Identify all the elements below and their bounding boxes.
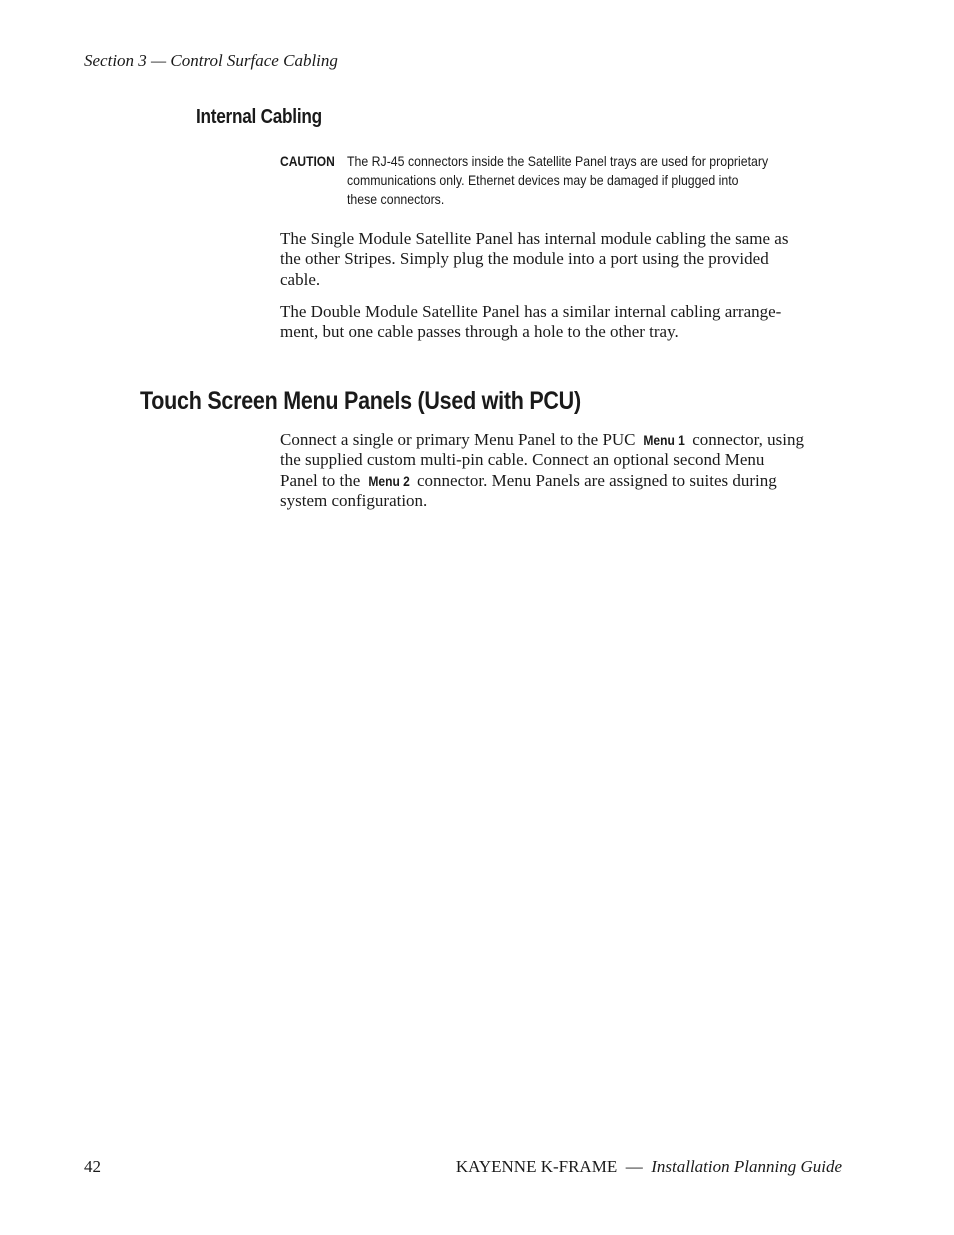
running-header: Section 3 — Control Surface Cabling bbox=[84, 51, 338, 70]
document-title: Installation Planning Guide bbox=[651, 1157, 842, 1176]
caution-line: communications only. Ethernet devices may be damaged if plugged into bbox=[347, 172, 739, 188]
paragraph-line: The Double Module Satellite Panel has a similar internal cabling arrange- bbox=[280, 302, 782, 321]
touch-screen-heading: Touch Screen Menu Panels (Used with PCU) bbox=[140, 387, 581, 415]
product-name: KAYENNE K-FRAME bbox=[455, 1157, 618, 1176]
paragraph-line: system configuration. bbox=[280, 490, 428, 510]
paragraph-line bbox=[280, 430, 804, 450]
menu-2-connector-label: Menu 2 bbox=[367, 472, 410, 489]
paragraph-line: the other Stripes. Simply plug the module into a port using the provided bbox=[280, 249, 769, 269]
text-run: Connect a single or primary Menu Panel to the PUC bbox=[280, 430, 640, 449]
menu-1-connector-label: Menu 1 bbox=[643, 432, 685, 448]
paragraph-line: ment, but one cable passes through a hole to the other tray. bbox=[280, 322, 679, 342]
text-run: connector. Menu Panels are assigned to suites during bbox=[412, 470, 777, 490]
caution-line: these connectors. bbox=[347, 191, 445, 207]
paragraph-line: The Single Module Satellite Panel has internal module cabling the same as bbox=[280, 229, 789, 248]
text-run: Panel to the bbox=[280, 470, 365, 490]
caution-line: The RJ-45 connectors inside the Satellite Panel trays are used for proprietary bbox=[347, 153, 769, 169]
paragraph-line: the supplied custom multi-pin cable. Connect an optional second Menu bbox=[280, 450, 765, 470]
footer-separator: — bbox=[625, 1157, 643, 1176]
caution-text bbox=[347, 152, 826, 209]
paragraph-line: cable. bbox=[280, 269, 321, 289]
touch-screen-paragraph bbox=[280, 430, 804, 511]
single-module-paragraph bbox=[280, 229, 788, 290]
running-footer bbox=[456, 1157, 842, 1177]
double-module-paragraph bbox=[280, 302, 781, 343]
internal-cabling-heading: Internal Cabling bbox=[196, 106, 322, 128]
caution-label: CAUTION bbox=[280, 153, 335, 169]
text-run: connector, using bbox=[688, 430, 804, 449]
paragraph-line bbox=[280, 471, 804, 491]
page-number: 42 bbox=[84, 1157, 101, 1176]
